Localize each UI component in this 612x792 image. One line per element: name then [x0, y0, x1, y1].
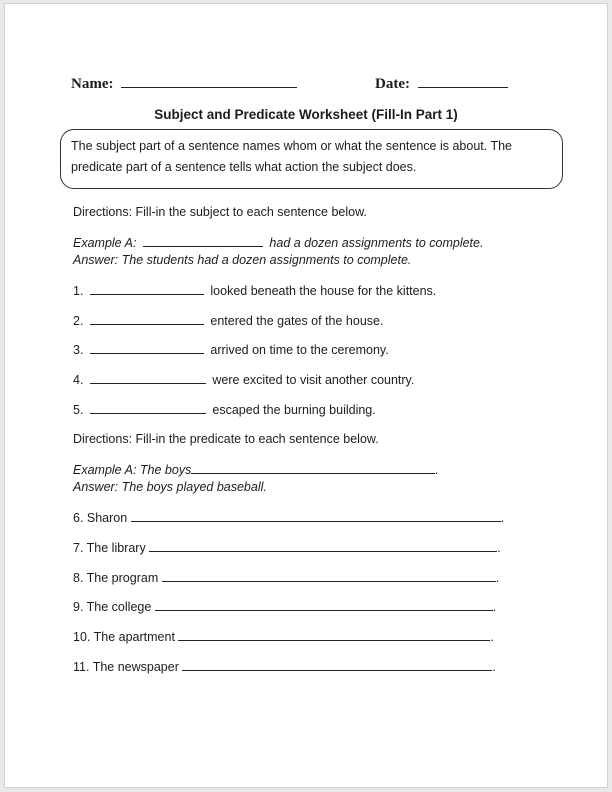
item-end: . [492, 660, 496, 674]
subject-blank-4[interactable] [90, 372, 206, 384]
subject-blank-5[interactable] [90, 402, 206, 414]
item-label: 10. The apartment [73, 630, 175, 644]
item-end: . [492, 600, 497, 614]
subject-item-3 [73, 342, 389, 357]
item-text: were excited to visit another country. [212, 373, 415, 387]
item-number: 2. [73, 314, 84, 328]
date-row [375, 74, 508, 93]
date-label: Date: [375, 76, 410, 92]
predicate-item-7 [73, 540, 501, 555]
item-number: 1. [73, 284, 84, 298]
item-label: 11. The newspaper [73, 660, 179, 674]
item-number: 3. [73, 343, 84, 357]
worksheet-title: Subject and Predicate Worksheet (Fill-In Part 1) [154, 107, 458, 122]
name-label: Name: [71, 76, 114, 92]
example-suffix: had a dozen assignments to complete. [269, 236, 484, 250]
subject-item-5 [73, 402, 376, 417]
item-text: escaped the burning building. [212, 403, 376, 417]
example-blank [191, 462, 435, 474]
predicate-item-6 [73, 510, 504, 525]
name-field[interactable] [121, 74, 297, 88]
item-end: . [497, 541, 501, 555]
item-label: 8. The program [73, 571, 159, 585]
example-blank [143, 235, 263, 247]
predicate-blank-11[interactable] [182, 659, 492, 671]
subject-item-1 [73, 283, 436, 298]
item-label: 6. Sharon [73, 511, 128, 525]
predicate-item-9 [73, 599, 496, 614]
definition-line-1: The subject part of a sentence names whom or what the sentence is about. The [71, 139, 512, 153]
predicate-item-10 [73, 629, 494, 644]
subject-directions: Directions: Fill-in the subject to each sentence below. [73, 205, 367, 219]
item-end: . [500, 511, 505, 525]
subject-blank-2[interactable] [90, 313, 204, 325]
predicate-blank-8[interactable] [162, 570, 496, 582]
subject-blank-1[interactable] [90, 283, 204, 295]
item-text: looked beneath the house for the kittens. [210, 284, 437, 298]
subject-blank-3[interactable] [90, 342, 204, 354]
predicate-example [73, 462, 439, 477]
item-end: . [490, 630, 494, 644]
item-label: 9. The college [73, 600, 152, 614]
name-row [71, 74, 297, 93]
example-prefix: Example A: The boys [73, 463, 192, 477]
subject-example [73, 235, 483, 250]
definition-box [60, 129, 563, 189]
predicate-blank-7[interactable] [149, 540, 497, 552]
predicate-example-answer: Answer: The boys played baseball. [73, 480, 267, 494]
worksheet-page [4, 3, 608, 788]
subject-item-2 [73, 313, 383, 328]
subject-example-answer: Answer: The students had a dozen assignments to complete. [73, 253, 412, 267]
item-label: 7. The library [73, 541, 146, 555]
item-end: . [495, 571, 500, 585]
predicate-item-11 [73, 659, 496, 674]
item-text: entered the gates of the house. [210, 314, 384, 328]
example-end: . [435, 463, 439, 477]
predicate-blank-9[interactable] [155, 599, 493, 611]
example-prefix: Example A: [73, 236, 137, 250]
predicate-item-8 [73, 570, 499, 585]
predicate-directions: Directions: Fill-in the predicate to each sentence below. [73, 432, 379, 446]
item-text: arrived on time to the ceremony. [210, 343, 389, 357]
definition-line-2: predicate part of a sentence tells what action the subject does. [71, 160, 417, 174]
date-field[interactable] [418, 74, 508, 88]
subject-item-4 [73, 372, 414, 387]
predicate-blank-6[interactable] [131, 510, 501, 522]
item-number: 5. [73, 403, 84, 417]
predicate-blank-10[interactable] [178, 629, 490, 641]
item-number: 4. [73, 373, 84, 387]
